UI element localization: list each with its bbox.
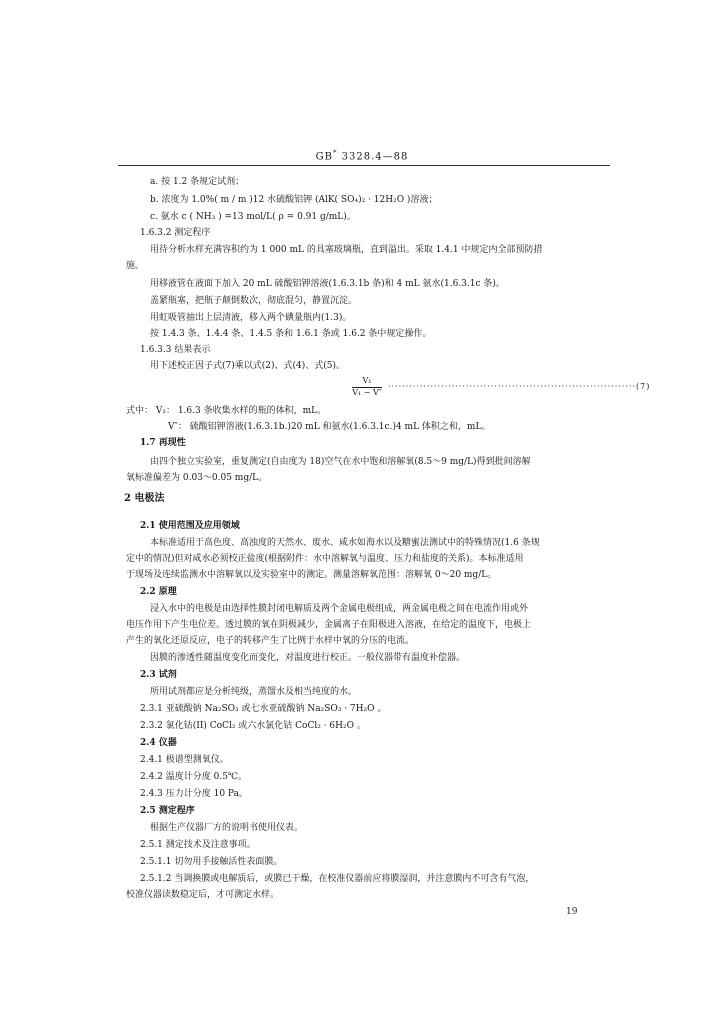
section-1-6-3-2: 1.6.3.2 测定程序	[140, 228, 211, 238]
section-1-6-3-3: 1.6.3.3 结果表示	[140, 345, 211, 355]
section-2-3-2: 2.3.2 氯化钴(II) CoCl₂ 或六水氯化钴 CoCl₂ · 6H₂O 。	[140, 721, 366, 731]
section-2-2: 2.2 原理	[140, 587, 177, 597]
paragraph-cont: 定中的情况)但对咸水必须校正盐度(根据附件：水中溶解氧与温度、压力和盐度的关系)。本标准适用	[126, 554, 524, 564]
section-2-5: 2.5 测定程序	[140, 806, 195, 816]
correction-factor-formula	[352, 376, 382, 398]
header-rule	[118, 165, 610, 166]
list-item-a: a. 按 1.2 条规定试剂；	[150, 177, 245, 187]
paragraph: 用待分析水样充满容积约为 1 000 mL 的具塞玻璃瓶，直到溢出。采取 1.4.1 中规定内全部预防措	[150, 245, 543, 255]
section-2-5-1: 2.5.1 测定技术及注意事项。	[140, 840, 256, 850]
paragraph-cont: 施。	[126, 261, 145, 271]
paragraph: 盖紧瓶塞，把瓶子颠倒数次，彻底混匀，静置沉淀。	[150, 296, 358, 306]
section-2-5-1-2: 2.5.1.2 当调换膜或电解质后，或膜已干燥，在校准仪器前应将膜湿润，并注意膜内不可含有气泡，	[140, 874, 535, 884]
page-number: 19	[566, 907, 578, 917]
paragraph: 根据生产仪器厂方的说明书使用仪表。	[150, 823, 304, 833]
paragraph-cont: 于现场及连续监测水中溶解氧以及实验室中的测定。测量溶解氧范围：溶解氧 0～20 mg/L。	[126, 570, 497, 580]
where-v2: V″： 硫酸铝钾溶液(1.6.3.1b.)20 mL 和氨水(1.6.3.1c.)4 mL 体积之和，mL。	[168, 422, 491, 432]
list-item-c: c. 氨水 c ( NH₃ ) =13 mol/L( ρ = 0.91 g/mL)。	[150, 212, 356, 222]
paragraph: 浸入水中的电极是由选择性膜封闭电解质及两个金属电极组成，两金属电极之间在电流作用或外	[150, 604, 529, 614]
paragraph: 因膜的渗透性随温度变化而变化，对温度进行校正。一般仪器带有温度补偿器。	[150, 653, 466, 663]
paragraph-cont: 校准仪器读数稳定后，才可测定水样。	[126, 890, 280, 900]
section-2-5-1-1: 2.5.1.1 切勿用手接触活性表面膜。	[140, 857, 283, 867]
paragraph-cont: 产生的氧化还原反应，电子的转移产生了比例于水样中氧的分压的电流。	[126, 636, 415, 646]
paragraph: 按 1.4.3 条、1.4.4 条、1.4.5 条和 1.6.1 条或 1.6.2 条中规定操作。	[150, 329, 432, 339]
section-2-3-1: 2.3.1 亚硫酸钠 Na₂SO₃ 或七水亚硫酸钠 Na₂SO₃ · 7H₂O 。	[140, 704, 387, 714]
section-2-1: 2.1 使用范围及应用领域	[140, 521, 240, 531]
section-2-3: 2.3 试剂	[140, 670, 177, 680]
header-number: 3328.4—88	[341, 151, 409, 163]
section-2-4: 2.4 仪器	[140, 738, 177, 748]
section-2-4-3: 2.4.3 压力计分度 10 Pa。	[140, 789, 248, 799]
section-2-4-1: 2.4.1 极谱型测氧仪。	[140, 755, 229, 765]
where-v1: 式中： V₁： 1.6.3 条收集水样的瓶的体积，mL。	[126, 406, 327, 416]
paragraph: 所用试剂都应是分析纯级，蒸馏水及相当纯度的水。	[150, 687, 358, 697]
paragraph-cont: 氧标准偏差为 0.03～0.05 mg/L。	[126, 473, 268, 483]
header-prefix: GB	[315, 151, 333, 163]
formula-numerator: V₁	[352, 376, 382, 388]
equation-leader: ······································································(7)	[388, 382, 651, 391]
formula-denominator: V₁ − V″	[352, 388, 382, 397]
standard-header	[0, 149, 724, 162]
header-star: *	[332, 149, 338, 157]
paragraph: 用虹吸管抽出上层清液，移入两个碘量瓶内(1.3)。	[150, 313, 352, 323]
paragraph: 用下述校正因子式(7)乘以式(2)、式(4)、式(5)。	[150, 361, 345, 371]
section-2-4-2: 2.4.2 温度计分度 0.5℃。	[140, 772, 248, 782]
list-item-b: b. 浓度为 1.0%( m / m )12 水硫酸铝钾 (AlK( SO₄)₂ · 12H₂O )溶液；	[150, 195, 438, 205]
paragraph: 由四个独立实验室，重复测定(自由度为 18)空气在水中饱和溶解氧(8.5～9 mg/L)得到批间溶解	[150, 457, 531, 467]
paragraph: 用移液管在液面下加入 20 mL 硫酸铝钾溶液(1.6.3.1b 条)和 4 mL 氨水(1.6.3.1c 条)。	[150, 279, 505, 289]
paragraph-cont: 电压作用下产生电位差。透过膜的氧在阴极减少，金属离子在阳极进入溶液，在给定的温度下，电极上	[126, 620, 532, 630]
section-1-7: 1.7 再现性	[140, 438, 186, 448]
section-title-electrode-method: 2 电极法	[124, 493, 165, 504]
paragraph: 本标准适用于高色度、高浊度的天然水、废水、咸水如海水以及糖蜜法测试中的特殊情况(1.6 条规	[150, 538, 540, 548]
